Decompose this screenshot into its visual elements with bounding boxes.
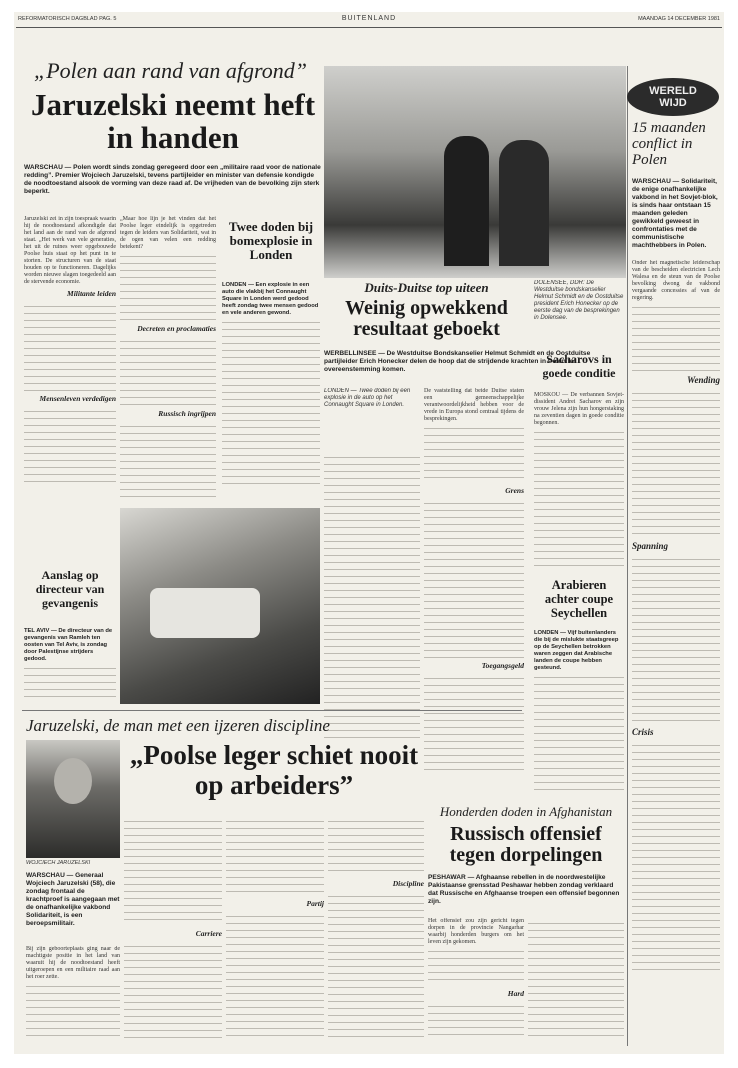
jaruzelski-column-1 <box>26 946 120 1046</box>
jaruzelski-portrait <box>26 740 120 858</box>
main-kicker: „Polen aan rand van afgrond” <box>34 58 307 83</box>
afghan-column-1 <box>428 918 524 1046</box>
german-headline: Weinig opwekkend resultaat geboekt <box>345 298 508 340</box>
main-column-2 <box>120 216 216 546</box>
header-section: BUITENLAND <box>341 15 397 22</box>
sidebar-body: Onder het magnetische leiderschap van de bescheiden electricien Lech Walesa en de steun van de Poolse bevolking dwong de vakbond vergaande concessies af van de regering. <box>632 260 720 301</box>
sakharov-body: MOSKOU — De verbannen Sovjet-dissident Andrei Sacharov en zijn vrouw Jelena zijn hun hongerstaking na zeventien dagen in goede conditie begonnen. <box>534 392 624 426</box>
newspaper-page <box>14 12 724 1054</box>
jaruzelski-text-filler <box>328 816 424 876</box>
jaruzelski-text-filler <box>226 816 324 896</box>
jaruzelski-portrait-caption: WOJCIECH JARUZELSKI <box>26 860 91 866</box>
sidebar-subhead-spanning: Spanning <box>632 541 669 551</box>
top-photo-caption: DOLENSEE, DDR: De Westduitse bondskanselier Helmut Schmidt en de Oostduitse president Erich Honecker op de eerste dag van de besprekingen in Dolensee. <box>534 280 624 321</box>
israel-headline: Aanslag op directeur van gevangenis <box>35 568 105 610</box>
bomb-text-filler <box>222 317 320 487</box>
afghan-column-2 <box>528 918 624 1046</box>
jaruzelski-kicker: Jaruzelski, de man met een ijzeren discipline <box>26 716 330 735</box>
jaruzelski-subhead-partij: Partij <box>306 899 324 908</box>
sidebar-text-filler <box>632 554 720 724</box>
photo-car <box>150 588 260 638</box>
main-subhead-1: Militante leiden <box>67 289 116 298</box>
arab-column <box>534 630 624 800</box>
sakharov-headline: Sacharovs in goede conditie <box>542 352 616 380</box>
bomb-column <box>222 282 320 502</box>
main-subhead-2: Mensenleven verdedigen <box>39 394 116 403</box>
arab-headline: Arabieren achter coupe Seychellen <box>544 578 614 620</box>
afghan-lead: PESHAWAR — Afghaanse rebellen in de noordwestelijke Pakistaanse grensstad Peshawar hebben zondag verklaard dat Russische en Afghaanse troepen een offensief begonnen zijn. <box>428 874 620 905</box>
sidebar-headline: 15 maanden conflict in Polen <box>632 120 706 168</box>
london-caption: LONDEN — Twee doden bij een explosie in de auto op het Connaught Square in Londen. <box>324 388 411 408</box>
german-subhead-1: Grens <box>505 486 524 495</box>
photo-figure-2 <box>499 140 549 266</box>
german-text-filler <box>424 423 524 483</box>
portrait-face <box>54 758 92 804</box>
israel-text-filler <box>24 663 116 703</box>
german-subhead-2: Toegangsgeld <box>481 661 524 670</box>
jaruzelski-body: Bij zijn geboorteplaats ging naar de machtigste positie in het land van waaruit hij de noodtoestand heeft uitgeroepen en een militaire raad aan het roer zette. <box>26 946 120 980</box>
main-body: Jaruzelski zei in zijn toespraak waarin hij de noodtoestand afkondigde dat het land aan de rand van de afgrond staat. „Het werk van vele generaties, het uit de ruines weer opgebouwde Poolse huis staat op het punt in te storten. De structuren van de staat houden op te functioneren. Dagelijks worden nieuwe slagen toegedeeld aan de stervende economie. <box>24 216 116 285</box>
logo-line-1: WERELD <box>649 85 697 97</box>
sidebar-divider <box>627 66 628 1046</box>
afghan-headline: Russisch offensief tegen dorpelingen <box>449 824 603 866</box>
jaruzelski-headline: „Poolse leger schiet nooit op arbeiders” <box>129 740 419 800</box>
main-text-filler <box>24 301 116 391</box>
jaruzelski-subhead-discipline: Discipline <box>392 879 424 888</box>
german-lead: WERBELLINSEE — De Westduitse Bondskanselier Helmut Schmidt en de Oostduitse partijleider Erich Honecker delen de hoop dat de strijdende krachten in Polen tot overeenstemming komen. <box>324 350 591 373</box>
sidebar-lead: WARSCHAU — Solidariteit, de enige onafhankelijke vakbond in het Sovjet-blok, is sinds haar ontstaan 15 maanden geleden gewikkeld geweest in confrontaties met de communistische machthebbers in Polen. <box>632 178 718 249</box>
sakharov-column <box>534 392 624 572</box>
jaruzelski-subhead-carriere: Carriere <box>195 929 222 938</box>
german-column-2 <box>424 388 524 798</box>
german-kicker: Duits-Duitse top uiteen <box>364 280 489 295</box>
photo-figure-1 <box>444 136 489 266</box>
afghan-kicker: Honderden doden in Afghanistan <box>439 804 613 819</box>
header-rule <box>16 27 722 28</box>
sidebar-subhead-wending: Wending <box>687 375 720 385</box>
afghan-subhead-hard: Hard <box>507 989 524 998</box>
main-col2-subhead-2: Russisch ingrijpen <box>158 409 216 418</box>
sidebar-text-filler <box>632 740 720 970</box>
arab-text-filler <box>534 672 624 792</box>
german-text-filler <box>324 452 420 742</box>
jaruzelski-column-2 <box>124 816 222 1046</box>
schmidt-honecker-photo <box>324 66 626 278</box>
german-text-filler <box>424 673 524 773</box>
page-header <box>14 12 724 28</box>
main-lead: WARSCHAU — Polen wordt sinds zondag geregeerd door een „militaire raad voor de nationale redding”. Premier Wojciech Jaruzelski, tevens partijleider en minister van defensie kondigde de noodtoestand alsook de vorming van deze raad af. De vrijheden van de bevolking zijn sterk beperkt. <box>24 164 321 195</box>
afghan-text-filler <box>528 918 624 1038</box>
header-paper-name: REFORMATORISCH DAGBLAD PAG. 5 <box>18 16 117 22</box>
main-text-filler <box>120 421 216 501</box>
sakharov-text-filler <box>534 427 624 567</box>
main-column-1 <box>24 216 116 516</box>
jaruzelski-column-3 <box>226 816 324 1046</box>
main-col2-subhead-1: Decreten en proclamaties <box>137 324 216 333</box>
bomb-headline: Twee doden bij bomexplosie in Londen <box>228 220 314 262</box>
bomb-body: LONDEN — Een explosie in een auto die vlakbij het Connaught Square in Londen werd gedood heeft zondag twee mensen gedood en vele anderen gewond. <box>222 282 319 316</box>
main-text-filler <box>24 406 116 486</box>
sidebar-subhead-crisis: Crisis <box>632 727 654 737</box>
afghan-text-filler <box>428 1001 524 1041</box>
jaruzelski-text-filler <box>328 891 424 1041</box>
afghan-body: Het offensief zou zijn gericht tegen dorpen in de provincie Nangarhar waarbij honderden burgers om het leven zijn gekomen. <box>428 918 524 945</box>
israel-column <box>24 628 116 708</box>
jaruzelski-text-filler <box>124 816 222 926</box>
sidebar-text-filler <box>632 388 720 538</box>
sidebar-column <box>632 260 720 1046</box>
arab-body: LONDEN — Vijf buitenlanders die bij de mislukte staatsgreep op de Seychellen betrokken waren zeggen dat Arabische landen de coupe hebben gesteund. <box>534 630 619 671</box>
german-body: De vaststelling dat beide Duitse staten een gemeenschappelijke verantwoordelijkheid hebben voor de vrede in Europa stond centraal tijdens de besprekingen. <box>424 388 524 422</box>
jaruzelski-lead: WARSCHAU — Generaal Wojciech Jaruzelski (58), die zondag frontaal de krachtproef is aangegaan met de onafhankelijke vakbond Solidariteit, is een beroepsmilitair. <box>26 872 120 927</box>
israel-body: TEL AVIV — De directeur van de gevangenis van Ramleh ten oosten van Tel Aviv, is zondag door Palestijnse strijders gedood. <box>24 628 113 662</box>
london-bomb-photo <box>120 508 320 704</box>
header-date: MAANDAG 14 DECEMBER 1981 <box>638 16 720 22</box>
jaruzelski-column-4 <box>328 816 424 1046</box>
sidebar-text-filler <box>632 302 720 372</box>
jaruzelski-text-filler <box>26 981 120 1041</box>
german-column-1 <box>324 452 420 752</box>
main-text-filler <box>120 336 216 406</box>
main-col2-text: „Maar hoe lijn je het vinden dat het Poolse leger eindelijk is opgetreden tegen de leiders van Solidariteit, wat in de ogen van velen een redding betekent? <box>120 216 216 250</box>
jaruzelski-text-filler <box>226 911 324 1041</box>
afghan-text-filler <box>428 946 524 986</box>
jaruzelski-text-filler <box>124 941 222 1041</box>
section-rule <box>22 710 522 711</box>
logo-line-2: WIJD <box>659 97 687 109</box>
german-text-filler <box>424 498 524 658</box>
main-text-filler <box>120 251 216 321</box>
wereld-wijd-logo <box>627 78 719 116</box>
main-headline: Jaruzelski neemt heft in handen <box>30 88 316 155</box>
